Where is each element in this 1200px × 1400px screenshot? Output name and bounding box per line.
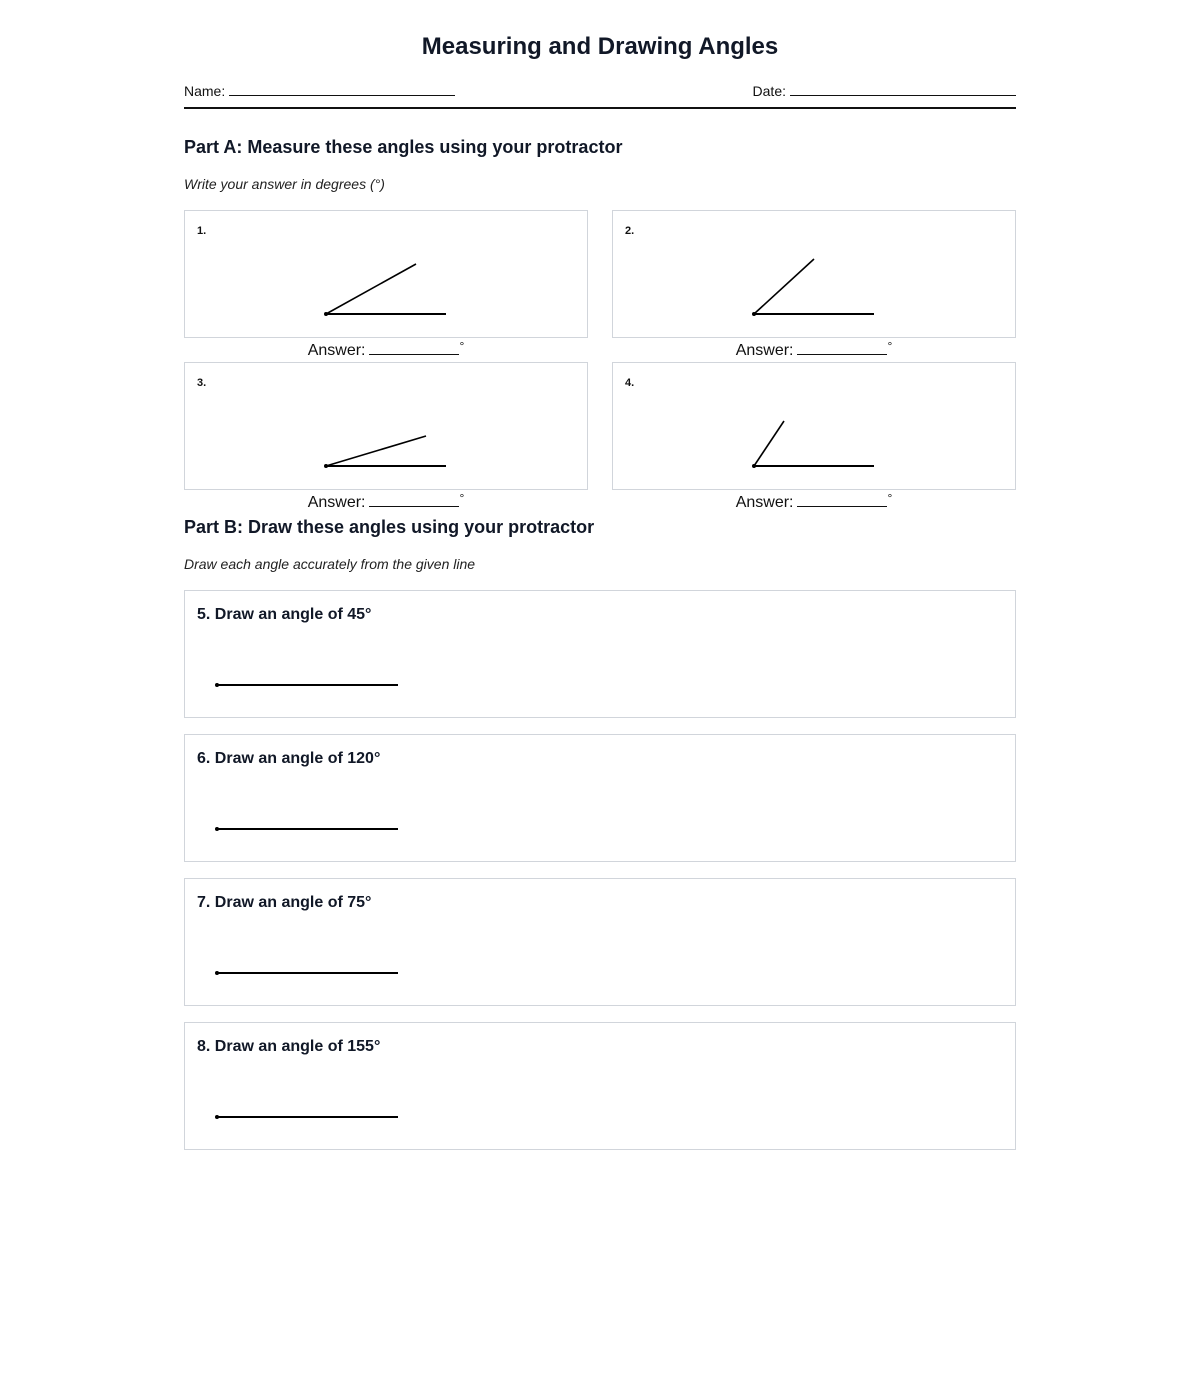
degree-symbol: °: [887, 491, 893, 505]
answer-label: Answer:: [735, 342, 794, 359]
degree-symbol: °: [459, 339, 465, 353]
question-number: 2.: [625, 225, 635, 237]
answer-label: Answer:: [307, 494, 366, 511]
base-line-icon: [185, 735, 1017, 863]
base-line-icon: [185, 879, 1017, 1007]
draw-question-label: 8. Draw an angle of 155°: [197, 1038, 381, 1055]
answer-blank[interactable]: [369, 491, 459, 507]
measure-question-4: [612, 362, 1016, 490]
answer-line-1[interactable]: [184, 339, 588, 360]
draw-question-label: 5. Draw an angle of 45°: [197, 606, 372, 623]
part-b-instruction: Draw each angle accurately from the given line: [184, 556, 476, 572]
answer-label: Answer:: [735, 494, 794, 511]
angle-figure-icon: [185, 211, 589, 339]
answer-line-2[interactable]: [612, 339, 1016, 360]
draw-question-label: 7. Draw an angle of 75°: [197, 894, 372, 911]
question-number: 1.: [197, 225, 207, 237]
degree-symbol: °: [887, 339, 893, 353]
draw-question-8[interactable]: [184, 1022, 1016, 1150]
draw-question-7[interactable]: [184, 878, 1016, 1006]
name-field[interactable]: [184, 81, 455, 99]
date-label: Date:: [752, 83, 786, 99]
header-fields: [184, 81, 1016, 101]
answer-line-4[interactable]: [612, 491, 1016, 512]
part-a-title: Part A: Measure these angles using your protractor: [184, 137, 623, 157]
measure-question-1: [184, 210, 588, 338]
draw-question-label: 6. Draw an angle of 120°: [197, 750, 381, 767]
question-number: 3.: [197, 377, 207, 389]
question-number: 4.: [625, 377, 635, 389]
angle-figure-icon: [613, 211, 1017, 339]
date-field[interactable]: [753, 81, 1016, 99]
answer-line-3[interactable]: [184, 491, 588, 512]
measure-question-2: [612, 210, 1016, 338]
measure-question-3: [184, 362, 588, 490]
name-label: Name:: [184, 83, 226, 99]
degree-symbol: °: [459, 491, 465, 505]
base-line-icon: [185, 1023, 1017, 1151]
header-divider: [184, 107, 1016, 109]
angle-figure-icon: [185, 363, 589, 491]
angle-figure-icon: [613, 363, 1017, 491]
answer-blank[interactable]: [797, 491, 887, 507]
date-blank[interactable]: [790, 81, 1016, 96]
answer-blank[interactable]: [797, 339, 887, 355]
draw-question-6[interactable]: [184, 734, 1016, 862]
name-blank[interactable]: [229, 81, 455, 96]
draw-question-5[interactable]: [184, 590, 1016, 718]
page-title: Measuring and Drawing Angles: [421, 33, 779, 60]
base-line-icon: [185, 591, 1017, 719]
part-b-title: Part B: Draw these angles using your protractor: [184, 517, 595, 537]
part-a-instruction: Write your answer in degrees (°): [184, 176, 385, 192]
answer-label: Answer:: [307, 342, 366, 359]
answer-blank[interactable]: [369, 339, 459, 355]
